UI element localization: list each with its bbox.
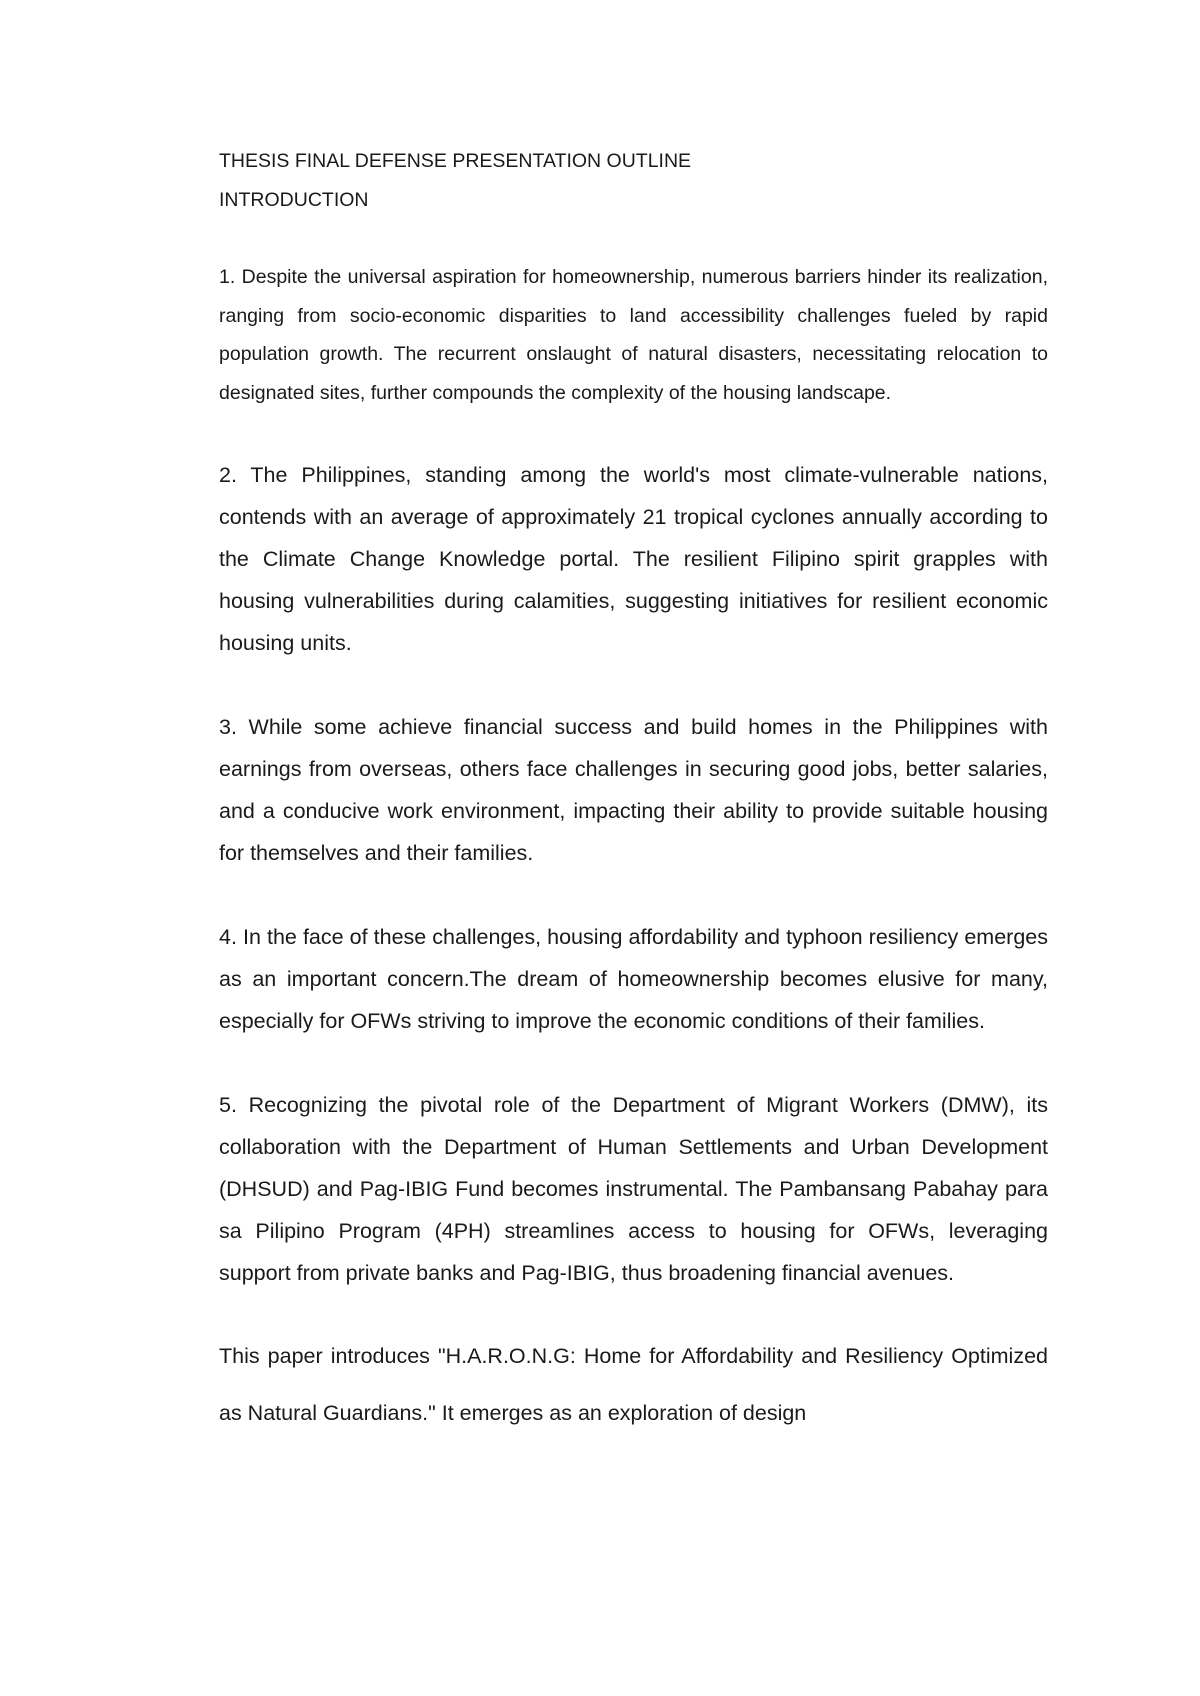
spacer xyxy=(219,664,1048,706)
paragraph-5: 5. Recognizing the pivotal role of the Department of Migrant Workers (DMW), its collaboration with the Department of Human Settlements and Urban Development (DHSUD) and Pag-IBIG Fund becomes instrumental. The Pambansang Pabahay para sa Pilipino Program (4PH) streamlines access to housing for OFWs, leveraging support from private banks and Pag-IBIG, thus broadening financial avenues. xyxy=(219,1093,1048,1285)
paragraph-4: 4. In the face of these challenges, housing affordability and typhoon resiliency emerges as an important concern.The dream of homeownership becomes elusive for many, especially for OFWs striving to improve the economic conditions of their families. xyxy=(219,925,1048,1033)
spacer xyxy=(219,220,1048,258)
document-title: THESIS FINAL DEFENSE PRESENTATION OUTLINE xyxy=(219,150,692,172)
document-body xyxy=(219,142,1048,1442)
spacer xyxy=(219,412,1048,454)
paragraph-3: 3. While some achieve financial success and build homes in the Philippines with earnings from overseas, others face challenges in securing good jobs, better salaries, and a conducive work environment, impacting their ability to provide suitable housing for themselves and their families. xyxy=(219,715,1048,865)
closing-paragraph: This paper introduces "H.A.R.O.N.G: Home for Affordability and Resiliency Optimized as Natural Guardians." It emerges as an exploration of design xyxy=(219,1344,1048,1425)
section-heading: INTRODUCTION xyxy=(219,189,369,211)
spacer xyxy=(219,1294,1048,1328)
spacer xyxy=(219,1042,1048,1084)
spacer xyxy=(219,874,1048,916)
paragraph-2: 2. The Philippines, standing among the world's most climate-vulnerable nations, contends with an average of approximately 21 tropical cyclones annually according to the Climate Change Knowledge portal. The resilient Filipino spirit grapples with housing vulnerabilities during calamities, suggesting initiatives for resilient economic housing units. xyxy=(219,463,1048,655)
paragraph-1: 1. Despite the universal aspiration for homeownership, numerous barriers hinder its realization, ranging from socio-economic disparities to land accessibility challenges fueled by rapid population growth. The recurrent onslaught of natural disasters, necessitating relocation to designated sites, further compounds the complexity of the housing landscape. xyxy=(219,266,1048,404)
